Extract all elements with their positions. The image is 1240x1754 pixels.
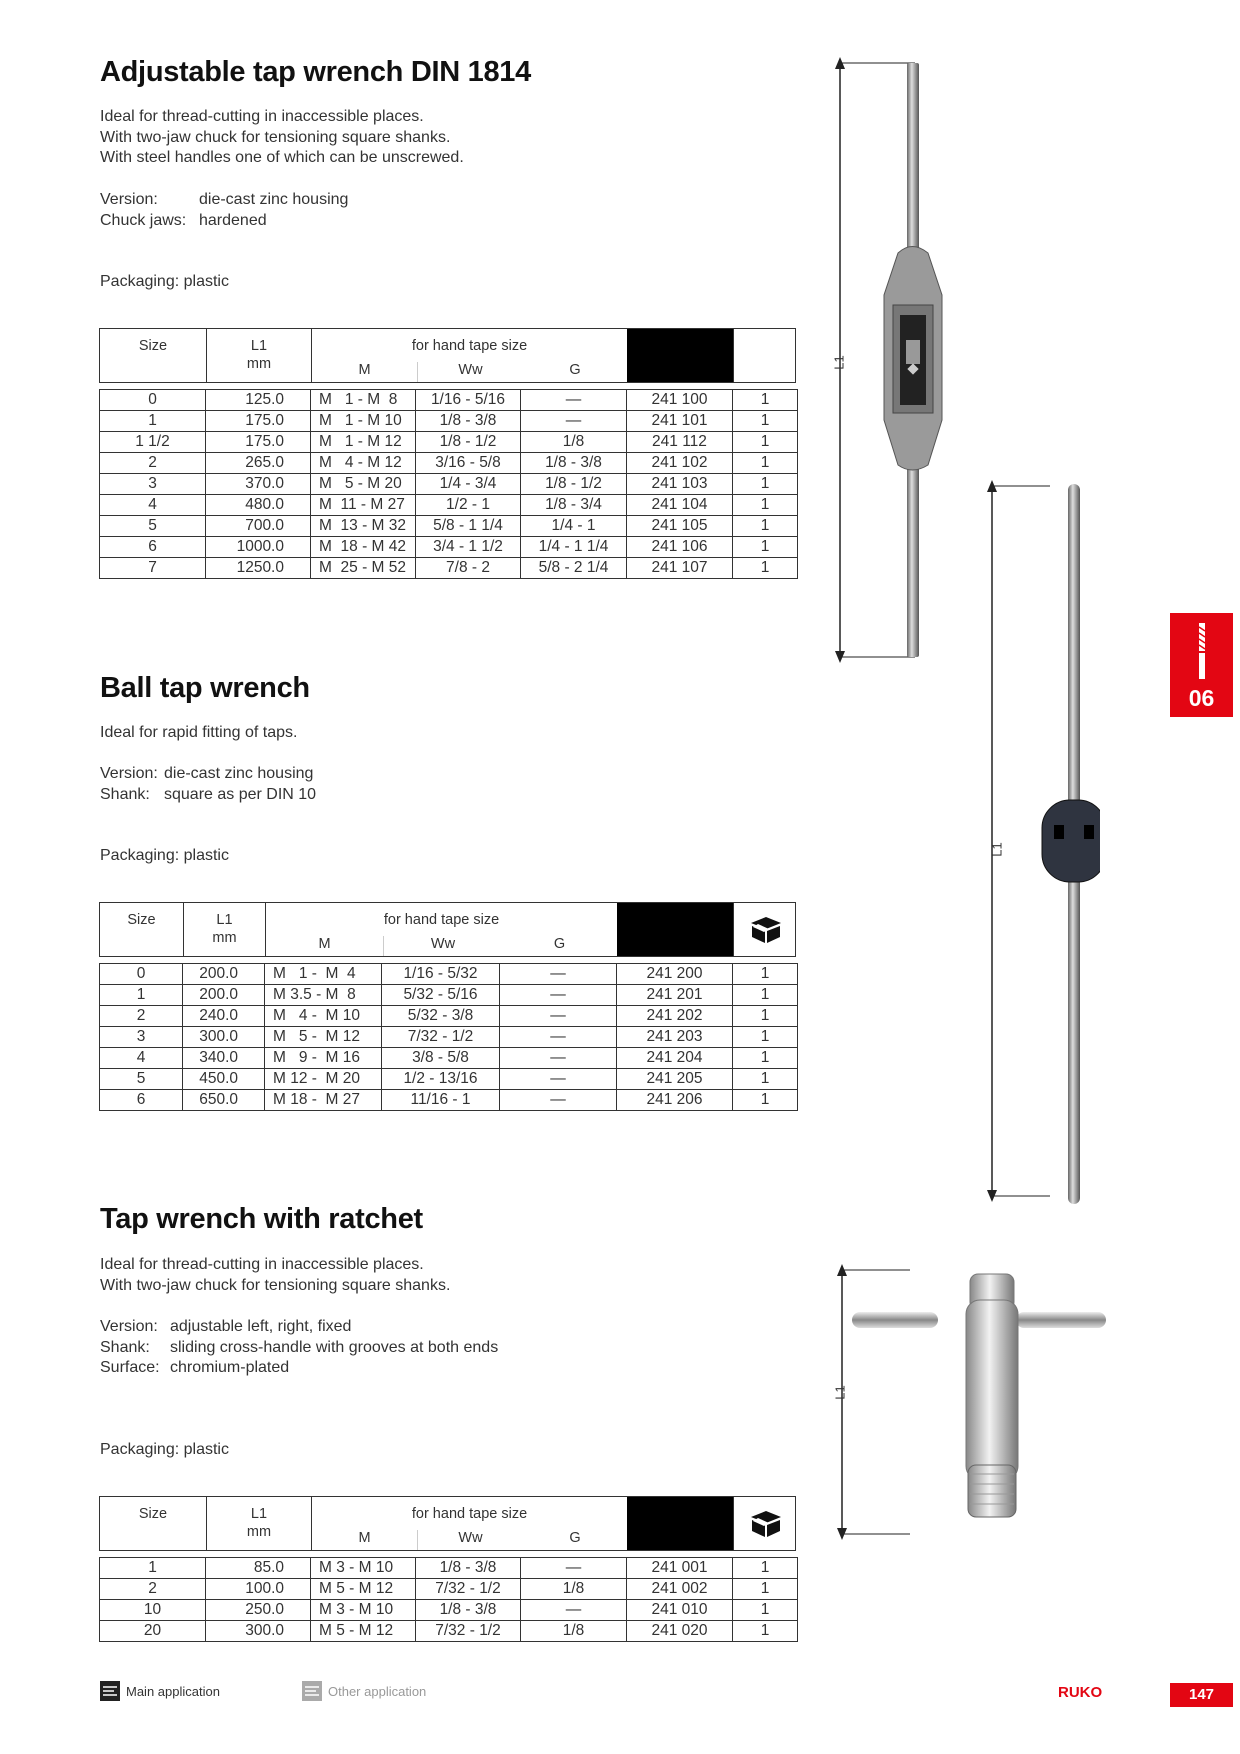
header-size: Size [138, 1506, 168, 1522]
section1-specs: Version: die-cast zinc housing Chuck jaws: hardened [100, 191, 349, 229]
table-cell: 241 104 [627, 495, 733, 516]
table-cell: 300.0 [206, 1621, 311, 1642]
section2-specs: Version: die-cast zinc housing Shank: square as per DIN 10 [100, 765, 317, 803]
header-for-hand: for hand tape size [411, 1506, 528, 1522]
header-l1: L1 [250, 1506, 268, 1522]
table-cell: 241 106 [627, 537, 733, 558]
table-cell: M 3.5 - M 8 [265, 985, 382, 1006]
table-cell: — [521, 1558, 627, 1579]
table-cell: 5/8 - 2 1/4 [521, 558, 627, 579]
table-cell: 0 [100, 964, 183, 985]
table-cell: — [521, 1600, 627, 1621]
table-cell: 7/32 - 1/2 [416, 1621, 521, 1642]
table-cell: 241 001 [627, 1558, 733, 1579]
section1-title: Adjustable tap wrench DIN 1814 [100, 56, 531, 88]
table-cell: 1 [733, 1579, 798, 1600]
main-application-icon [100, 1681, 120, 1701]
header-size: Size [127, 912, 156, 928]
table-cell: 1/4 - 1 1/4 [521, 537, 627, 558]
table-cell: 241 103 [627, 474, 733, 495]
table-cell: 1/2 - 1 [416, 495, 521, 516]
table-cell: 1 [733, 1090, 798, 1111]
table-cell: 5/8 - 1 1/4 [416, 516, 521, 537]
table-cell: 3 [100, 474, 206, 495]
header-g: G [553, 936, 566, 952]
table-cell: 1 [100, 1558, 206, 1579]
tap-drill-icon [1195, 623, 1209, 679]
brand-logo: RUKO [1058, 1684, 1103, 1701]
table-row [100, 1069, 798, 1090]
table-cell: 1 [733, 1027, 798, 1048]
table-cell: 241 200 [617, 964, 733, 985]
table-cell: 125.0 [206, 390, 311, 411]
table-cell: 2 [100, 1579, 206, 1600]
header-l1: L1 [250, 338, 268, 354]
table-row [100, 390, 798, 411]
table-cell: M 25 - M 52 [311, 558, 416, 579]
table-row [100, 1048, 798, 1069]
table-cell: — [500, 985, 617, 1006]
table-cell: M 18 - M 42 [311, 537, 416, 558]
table-cell: 241 205 [617, 1069, 733, 1090]
table-row [100, 1027, 798, 1048]
table-cell: 1 [733, 1048, 798, 1069]
table-cell: 241 204 [617, 1048, 733, 1069]
table-row [100, 411, 798, 432]
header-g: G [569, 1530, 581, 1546]
ball-wrench-dim-label: L1 [989, 842, 1005, 857]
table-cell: 241 100 [627, 390, 733, 411]
table-cell: 240.0 [183, 1006, 265, 1027]
table-cell: 241 202 [617, 1006, 733, 1027]
table-cell: M 3 - M 10 [311, 1558, 416, 1579]
header-g: G [569, 362, 581, 378]
table-cell: M 4 - M 12 [311, 453, 416, 474]
table-cell: 200.0 [183, 964, 265, 985]
table-cell: 241 002 [627, 1579, 733, 1600]
header-mm: mm [246, 1524, 272, 1540]
table-cell: 5 [100, 516, 206, 537]
chapter-tab [1170, 613, 1233, 717]
table-cell: 85.0 [206, 1558, 311, 1579]
header-for-hand: for hand tape size [383, 912, 500, 928]
table-cell: 1 [733, 964, 798, 985]
table-cell: 6 [100, 537, 206, 558]
table-cell: 1 [733, 432, 798, 453]
table-cell: M 5 - M 12 [311, 1621, 416, 1642]
legend-main [100, 1681, 220, 1701]
table-cell: 6 [100, 1090, 183, 1111]
header-m: M [318, 936, 331, 952]
header-for-hand: for hand tape size [411, 338, 528, 354]
other-application-icon [302, 1681, 322, 1701]
table-cell: 3/8 - 5/8 [382, 1048, 500, 1069]
table-row [100, 1006, 798, 1027]
section2-title: Ball tap wrench [100, 672, 310, 704]
header-black-block [617, 903, 733, 956]
table-cell: M 18 - M 27 [265, 1090, 382, 1111]
page-number: 147 [1170, 1683, 1233, 1707]
table-cell: M 4 - M 10 [265, 1006, 382, 1027]
table-row [100, 964, 798, 985]
table-cell: 340.0 [183, 1048, 265, 1069]
table-cell: 1/8 [521, 432, 627, 453]
chapter-number: 06 [1188, 685, 1215, 711]
adjustable-wrench-dim-label: L1 [831, 355, 847, 370]
table-cell: 1 [733, 474, 798, 495]
table-cell: 5/32 - 3/8 [382, 1006, 500, 1027]
section2-table [99, 963, 798, 1111]
table-cell: 5/32 - 5/16 [382, 985, 500, 1006]
table-cell: 241 010 [627, 1600, 733, 1621]
table-cell: M 9 - M 16 [265, 1048, 382, 1069]
table-cell: — [500, 1069, 617, 1090]
table-cell: 370.0 [206, 474, 311, 495]
other-application-label: Other application [328, 1683, 427, 1699]
section1-packaging: Packaging: plastic [100, 273, 229, 290]
table-row [100, 558, 798, 579]
header-ww: Ww [417, 1530, 523, 1550]
section3-packaging: Packaging: plastic [100, 1441, 229, 1458]
table-cell: 1 [733, 411, 798, 432]
table-cell: 1/8 - 3/8 [416, 411, 521, 432]
table-cell: 175.0 [206, 411, 311, 432]
section2-description: Ideal for rapid fitting of taps. [100, 724, 298, 741]
legend-other [302, 1681, 426, 1701]
table-cell: 4 [100, 495, 206, 516]
table-cell: 1/4 - 1 [521, 516, 627, 537]
table-row [100, 1621, 798, 1642]
table-cell: 700.0 [206, 516, 311, 537]
table-cell: 7/8 - 2 [416, 558, 521, 579]
table-cell: 1/2 - 13/16 [382, 1069, 500, 1090]
table-cell: 3/4 - 1 1/2 [416, 537, 521, 558]
table-row [100, 537, 798, 558]
table-cell: 1 [733, 985, 798, 1006]
section1-description: Ideal for thread-cutting in inaccessible places. With two-jaw chuck for tensioning square shanks. With steel handles one of which can be unscrewed. [100, 108, 464, 166]
table-cell: 1 [733, 1558, 798, 1579]
table-cell: M 1 - M 4 [265, 964, 382, 985]
table-cell: M 13 - M 32 [311, 516, 416, 537]
ratchet-tap-wrench-image [820, 1260, 1120, 1545]
header-mm: mm [246, 356, 272, 372]
section1-table-header [99, 328, 796, 383]
table-cell: 300.0 [183, 1027, 265, 1048]
table-cell: 7 [100, 558, 206, 579]
header-mm: mm [212, 930, 237, 946]
table-cell: 1250.0 [206, 558, 311, 579]
table-cell: 100.0 [206, 1579, 311, 1600]
table-cell: 241 020 [627, 1621, 733, 1642]
section3-description: Ideal for thread-cutting in inaccessible places. With two-jaw chuck for tensioning square shanks. [100, 1256, 451, 1294]
table-cell: 1 [733, 558, 798, 579]
package-box-icon [749, 915, 783, 945]
table-cell: M 5 - M 12 [265, 1027, 382, 1048]
section3-table [99, 1557, 798, 1642]
table-cell: 1/8 [521, 1621, 627, 1642]
header-ww: Ww [383, 936, 502, 956]
table-cell: 1/8 [521, 1579, 627, 1600]
table-cell: 480.0 [206, 495, 311, 516]
header-black-block [627, 329, 733, 382]
table-cell: 3/16 - 5/8 [416, 453, 521, 474]
table-cell: 2 [100, 1006, 183, 1027]
table-cell: 1/8 - 3/8 [521, 453, 627, 474]
table-cell: 1 [733, 1600, 798, 1621]
header-size: Size [138, 338, 168, 354]
table-cell: M 1 - M 8 [311, 390, 416, 411]
table-cell: — [500, 1048, 617, 1069]
table-cell: M 1 - M 12 [311, 432, 416, 453]
table-cell: M 5 - M 12 [311, 1579, 416, 1600]
table-cell: 175.0 [206, 432, 311, 453]
table-cell: 1/16 - 5/32 [382, 964, 500, 985]
table-cell: 1 [733, 453, 798, 474]
table-cell: — [500, 1027, 617, 1048]
table-cell: 7/32 - 1/2 [382, 1027, 500, 1048]
table-cell: 1 [733, 516, 798, 537]
table-cell: M 3 - M 10 [311, 1600, 416, 1621]
table-cell: 1 [733, 495, 798, 516]
table-cell: — [500, 964, 617, 985]
section3-table-header [99, 1496, 796, 1551]
section1-table [99, 389, 798, 579]
table-cell: 3 [100, 1027, 183, 1048]
section3-specs: Version: adjustable left, right, fixed Shank: sliding cross-handle with grooves at both ends Surface: chromium-plated [100, 1318, 499, 1376]
table-cell: M 1 - M 10 [311, 411, 416, 432]
table-cell: 241 203 [617, 1027, 733, 1048]
table-cell: 1 [733, 537, 798, 558]
table-cell: 1 [733, 1006, 798, 1027]
table-cell: 241 107 [627, 558, 733, 579]
table-cell: 241 102 [627, 453, 733, 474]
table-cell: 1 [733, 390, 798, 411]
section2-table-header [99, 902, 796, 957]
table-cell: 1/8 - 3/4 [521, 495, 627, 516]
table-cell: 1 [733, 1621, 798, 1642]
header-black-block [627, 1497, 733, 1550]
table-cell: 1/16 - 5/16 [416, 390, 521, 411]
table-cell: 241 105 [627, 516, 733, 537]
table-row [100, 1558, 798, 1579]
table-cell: 1 [100, 985, 183, 1006]
table-cell: 0 [100, 390, 206, 411]
header-m: M [358, 1530, 371, 1546]
table-row [100, 474, 798, 495]
table-cell: 4 [100, 1048, 183, 1069]
table-cell: 1/4 - 3/4 [416, 474, 521, 495]
table-cell: 265.0 [206, 453, 311, 474]
main-application-label: Main application [126, 1683, 220, 1699]
package-box-icon [749, 1509, 783, 1539]
table-row [100, 1600, 798, 1621]
table-cell: 2 [100, 453, 206, 474]
table-cell: 1 [733, 1069, 798, 1090]
table-cell: 11/16 - 1 [382, 1090, 500, 1111]
table-cell: 10 [100, 1600, 206, 1621]
table-row [100, 985, 798, 1006]
table-cell: 650.0 [183, 1090, 265, 1111]
table-cell: M 5 - M 20 [311, 474, 416, 495]
table-cell: — [521, 411, 627, 432]
table-cell: 20 [100, 1621, 206, 1642]
table-row [100, 432, 798, 453]
table-cell: 241 101 [627, 411, 733, 432]
header-m: M [358, 362, 371, 378]
table-cell: 200.0 [183, 985, 265, 1006]
table-cell: M 12 - M 20 [265, 1069, 382, 1090]
table-cell: 1/8 - 3/8 [416, 1558, 521, 1579]
table-cell: 450.0 [183, 1069, 265, 1090]
table-cell: 241 206 [617, 1090, 733, 1111]
header-l1: L1 [216, 912, 233, 928]
ratchet-wrench-dim-label: L1 [832, 1385, 848, 1400]
table-cell: 1/8 - 1/2 [416, 432, 521, 453]
table-row [100, 495, 798, 516]
table-cell: 5 [100, 1069, 183, 1090]
table-row [100, 516, 798, 537]
table-cell: — [500, 1090, 617, 1111]
table-cell: 1000.0 [206, 537, 311, 558]
table-cell: 1/8 - 1/2 [521, 474, 627, 495]
table-cell: 250.0 [206, 1600, 311, 1621]
section3-title: Tap wrench with ratchet [100, 1203, 423, 1235]
table-cell: M 11 - M 27 [311, 495, 416, 516]
table-cell: — [500, 1006, 617, 1027]
table-row [100, 1090, 798, 1111]
section2-packaging: Packaging: plastic [100, 847, 229, 864]
table-cell: 241 112 [627, 432, 733, 453]
table-cell: 1 [100, 411, 206, 432]
table-cell: 7/32 - 1/2 [416, 1579, 521, 1600]
table-cell: 1 1/2 [100, 432, 206, 453]
table-cell: — [521, 390, 627, 411]
table-row [100, 453, 798, 474]
header-ww: Ww [417, 362, 523, 382]
table-row [100, 1579, 798, 1600]
table-cell: 1/8 - 3/8 [416, 1600, 521, 1621]
table-cell: 241 201 [617, 985, 733, 1006]
